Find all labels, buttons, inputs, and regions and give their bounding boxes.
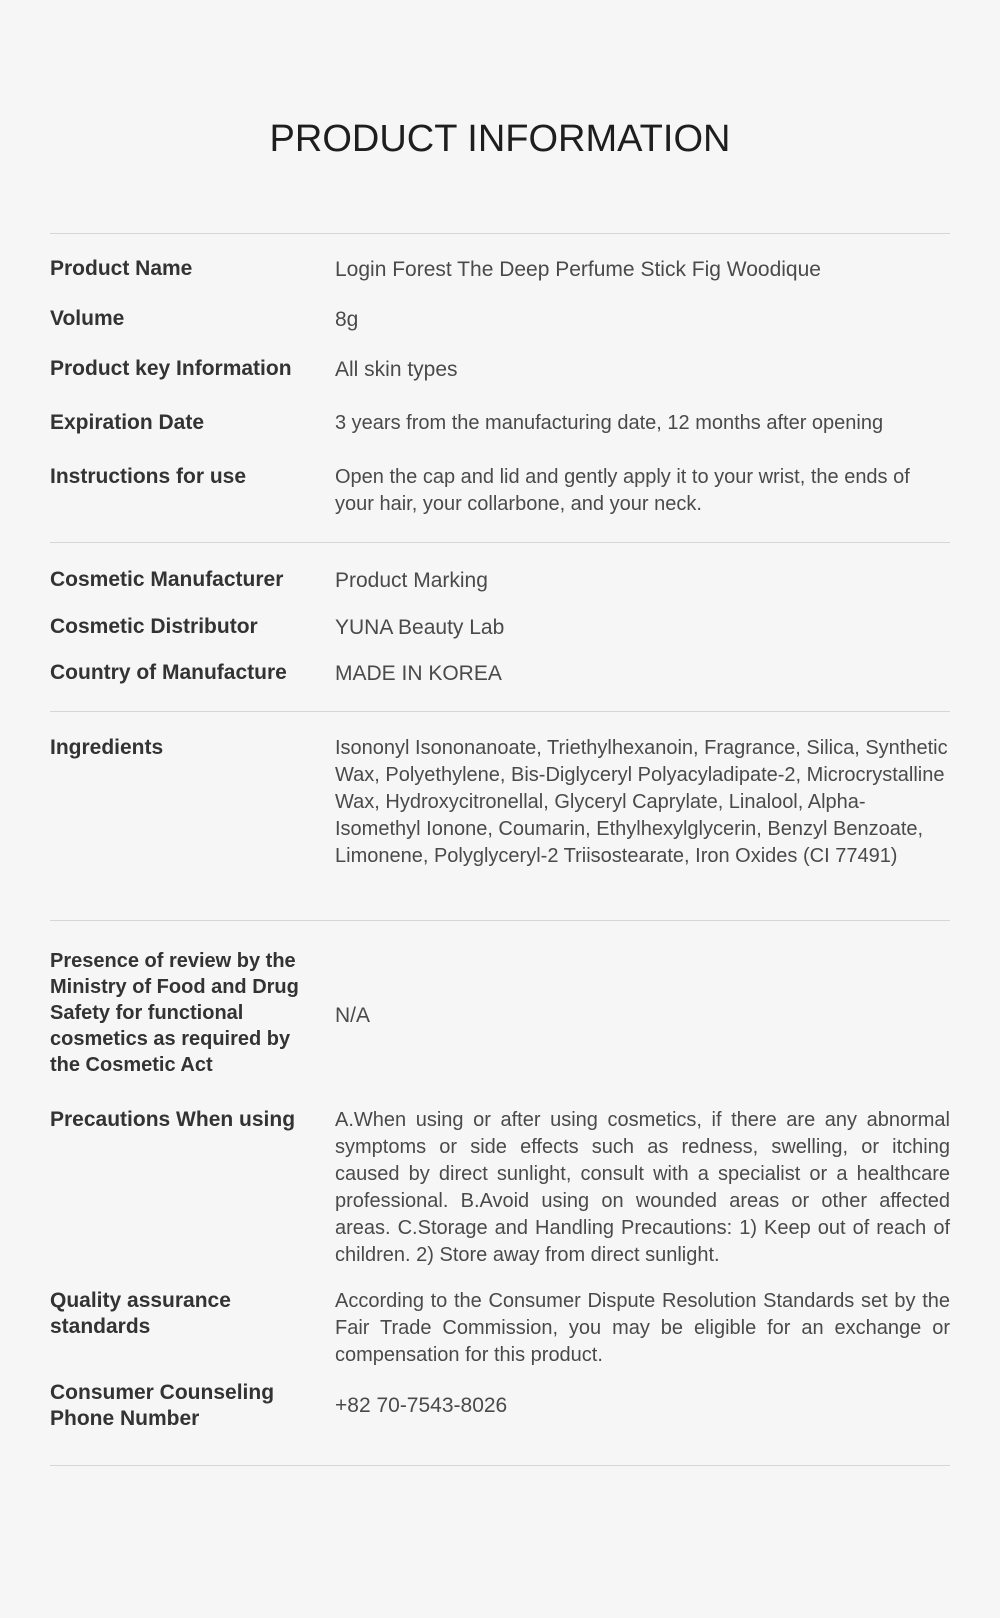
divider-1 (50, 542, 950, 543)
label-ingredients: Ingredients (50, 736, 164, 759)
label-quality-assurance: Quality assurance standards (50, 1289, 231, 1338)
value-quality-assurance: According to the Consumer Dispute Resolution Standards set by the Fair Trade Commission, you may be eligible for an exchange or compensation for this product. (335, 1290, 950, 1366)
label-product-name: Product Name (50, 257, 193, 280)
label-cosmetic-distributor: Cosmetic Distributor (50, 615, 258, 638)
value-consumer-counseling-phone: +82 70-7543-8026 (335, 1394, 508, 1417)
divider-3 (50, 920, 950, 921)
page-title: PRODUCT INFORMATION (269, 118, 731, 160)
value-cosmetic-distributor: YUNA Beauty Lab (335, 616, 505, 639)
divider-bottom (50, 1465, 950, 1466)
divider-top (50, 233, 950, 234)
value-product-key-information: All skin types (335, 358, 458, 381)
label-mfds-review: Presence of review by the Ministry of Food and Drug Safety for functional cosmetics as required by the Cosmetic Act (50, 950, 299, 1076)
value-ingredients: Isononyl Isononanoate, Triethylhexanoin, Fragrance, Silica, Synthetic Wax, Polyethylene, Bis-Diglyceryl Polyacyladipate-2, Microcrystalline Wax, Hydroxycitronellal, Glyceryl Caprylate, Linalool, Alpha-Isomethyl Ionone, Coumarin, Ethylhexylglycerin, Benzyl Benzoate, Limonene, Polyglyceryl-2 Triisostearate, Iron Oxides (CI 77491) (335, 737, 948, 867)
value-instructions-for-use: Open the cap and lid and gently apply it to your wrist, the ends of your hair, your collarbone, and your neck. (335, 466, 910, 515)
value-product-name: Login Forest The Deep Perfume Stick Fig Woodique (335, 258, 821, 281)
value-mfds-review: N/A (335, 1004, 371, 1027)
label-cosmetic-manufacturer: Cosmetic Manufacturer (50, 568, 284, 591)
label-instructions-for-use: Instructions for use (50, 465, 247, 488)
label-consumer-counseling-phone: Consumer Counseling Phone Number (50, 1381, 275, 1430)
label-precautions: Precautions When using (50, 1108, 296, 1131)
value-cosmetic-manufacturer: Product Marking (335, 569, 488, 592)
label-country-of-manufacture: Country of Manufacture (50, 661, 287, 684)
value-volume: 8g (335, 308, 359, 331)
value-expiration-date: 3 years from the manufacturing date, 12 months after opening (335, 412, 884, 434)
label-volume: Volume (50, 307, 125, 330)
value-precautions: A.When using or after using cosmetics, if there are any abnormal symptoms or side effects such as redness, swelling, or itching caused by direct sunlight, consult with a specialist or a healthcare professional. B.Avoid using on wounded areas or other affected areas. C.Storage and Handling Precautions: 1) Keep out of reach of children. 2) Store away from direct sunlight. (335, 1109, 950, 1266)
label-expiration-date: Expiration Date (50, 411, 205, 434)
divider-2 (50, 711, 950, 712)
value-country-of-manufacture: MADE IN KOREA (335, 662, 502, 685)
label-product-key-information: Product key Information (50, 357, 292, 380)
